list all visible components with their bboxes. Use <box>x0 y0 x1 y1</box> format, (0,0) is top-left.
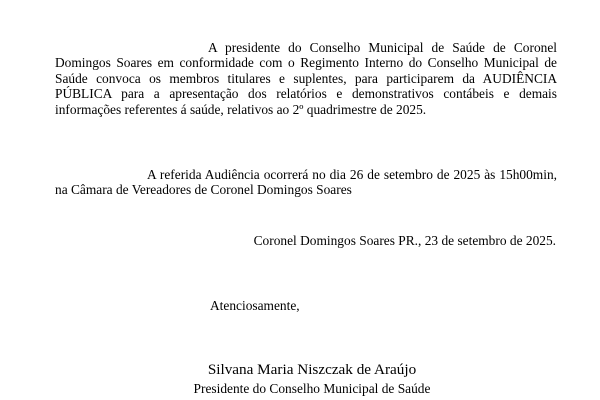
signatory-title: Presidente do Conselho Municipal de Saúde <box>193 381 431 396</box>
hearing-details-paragraph: A referida Audiência ocorrerá no dia 26 de setembro de 2025 às 15h00min, na Câmara de Vereadores de Coronel Domingos Soares <box>55 167 557 198</box>
signatory-name: Silvana Maria Niszczak de Araújo <box>207 361 417 378</box>
place-date-line: Coronel Domingos Soares PR., 23 de setembro de 2025. <box>253 233 556 248</box>
convocation-paragraph: A presidente do Conselho Municipal de Saúde de Coronel Domingos Soares em conformidade com o Regimento Interno do Conselho Municipal de Saúde convoca os membros titulares e suplentes, para participarem da AUDIÊNCIA PÚBLICA para a apresentação dos relatórios e demonstrativos contábeis e demais informações referentes á saúde, relativos ao 2º quadrimestre de 2025. <box>55 40 557 117</box>
closing-salutation: Atenciosamente, <box>210 298 300 313</box>
